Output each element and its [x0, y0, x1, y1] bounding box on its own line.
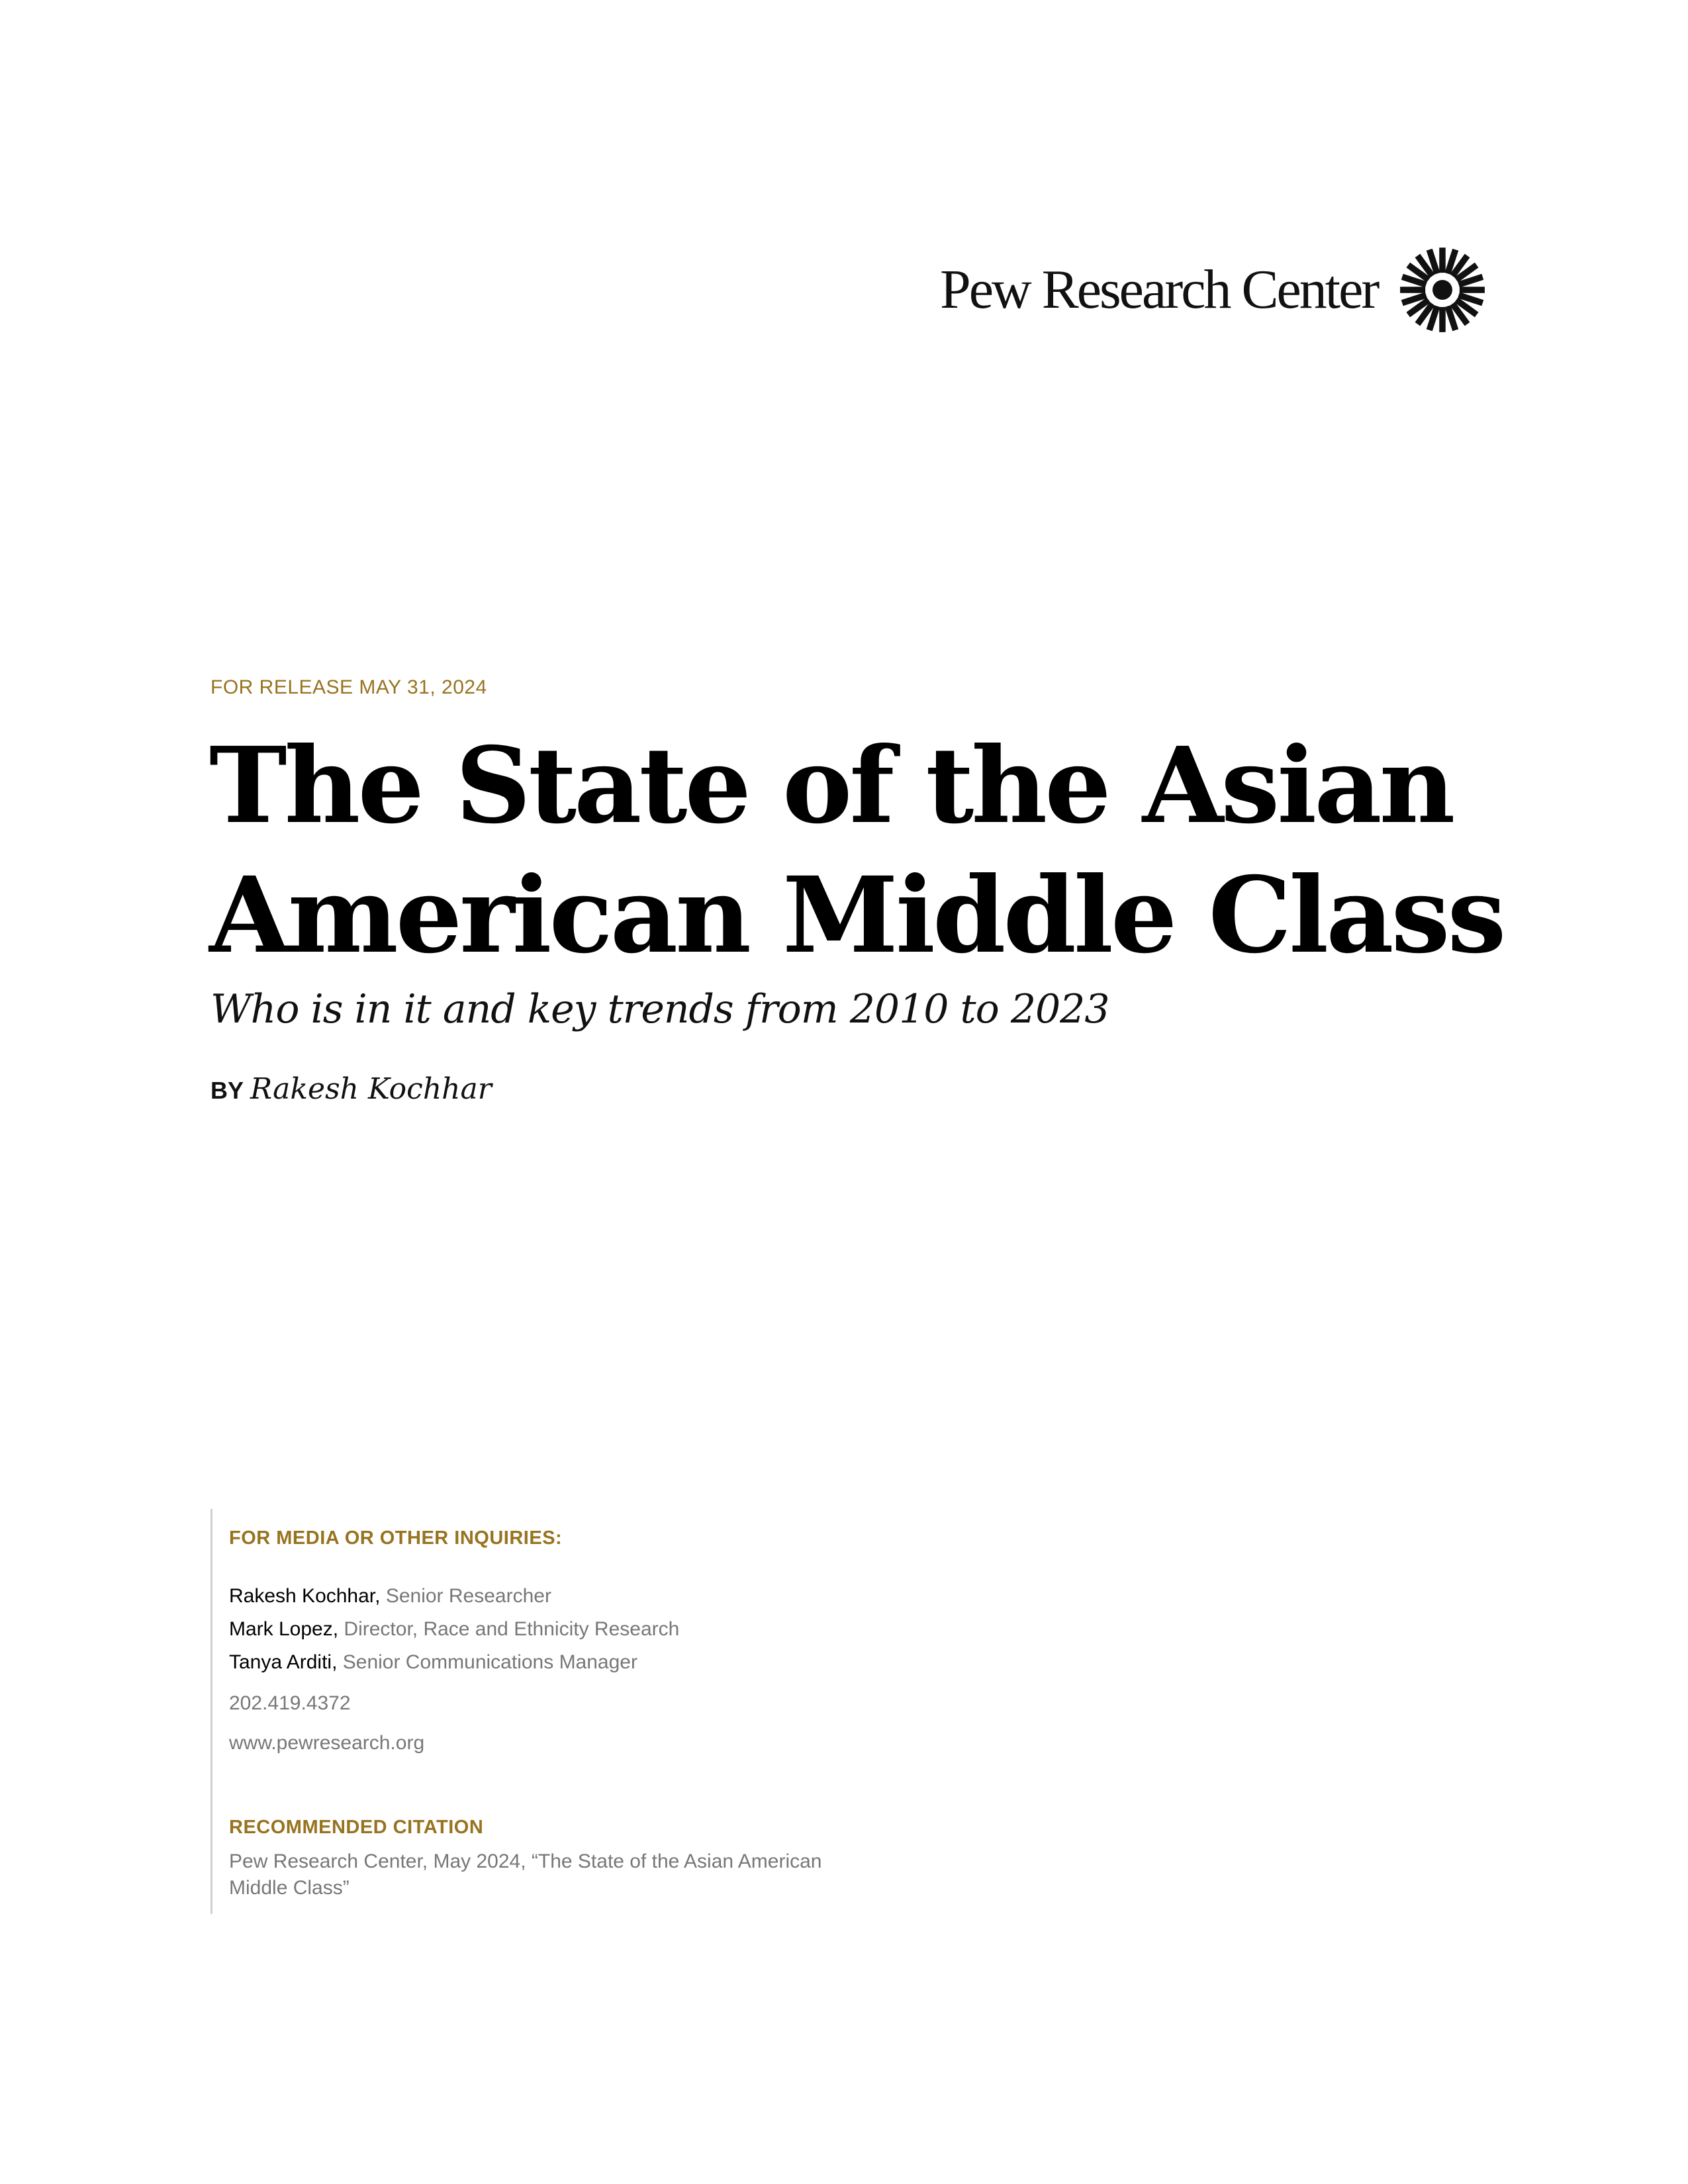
byline	[211, 1072, 492, 1106]
title-line-1: The State of the Asian	[209, 725, 1453, 847]
citation-heading: RECOMMENDED CITATION	[229, 1817, 484, 1838]
title-line-2: American Middle Class	[209, 854, 1504, 977]
citation-text: Pew Research Center, May 2024, “The State of the Asian American Middle Class”	[229, 1850, 822, 1899]
release-date: FOR RELEASE MAY 31, 2024	[211, 676, 487, 698]
report-subtitle: Who is in it and key trends from 2010 to 2023	[211, 986, 1109, 1032]
contact-role: Director, Race and Ethnicity Research	[338, 1618, 680, 1640]
contact-name: Tanya Arditi,	[229, 1651, 338, 1673]
contact-name: Rakesh Kochhar,	[229, 1585, 381, 1607]
media-heading: FOR MEDIA OR OTHER INQUIRIES:	[229, 1527, 563, 1549]
byline-author: Rakesh Kochhar	[250, 1072, 492, 1106]
report-title	[209, 721, 1533, 981]
phone-number: 202.419.4372	[229, 1692, 351, 1714]
contact-name: Mark Lopez,	[229, 1618, 339, 1640]
contact-role: Senior Communications Manager	[337, 1651, 637, 1673]
logo-wordmark: Pew Research Center	[940, 259, 1378, 320]
media-inquiries-box	[211, 1509, 1071, 1914]
sunburst-logo-icon	[1397, 245, 1487, 335]
contact-line	[229, 1651, 637, 1674]
sunburst-center	[1432, 280, 1452, 300]
website-link[interactable]: www.pewresearch.org	[229, 1732, 425, 1754]
pew-logo	[940, 245, 1487, 335]
contact-line	[229, 1618, 679, 1641]
byline-label: BY	[211, 1077, 244, 1104]
contact-role: Senior Researcher	[380, 1585, 551, 1607]
contact-line	[229, 1585, 551, 1608]
